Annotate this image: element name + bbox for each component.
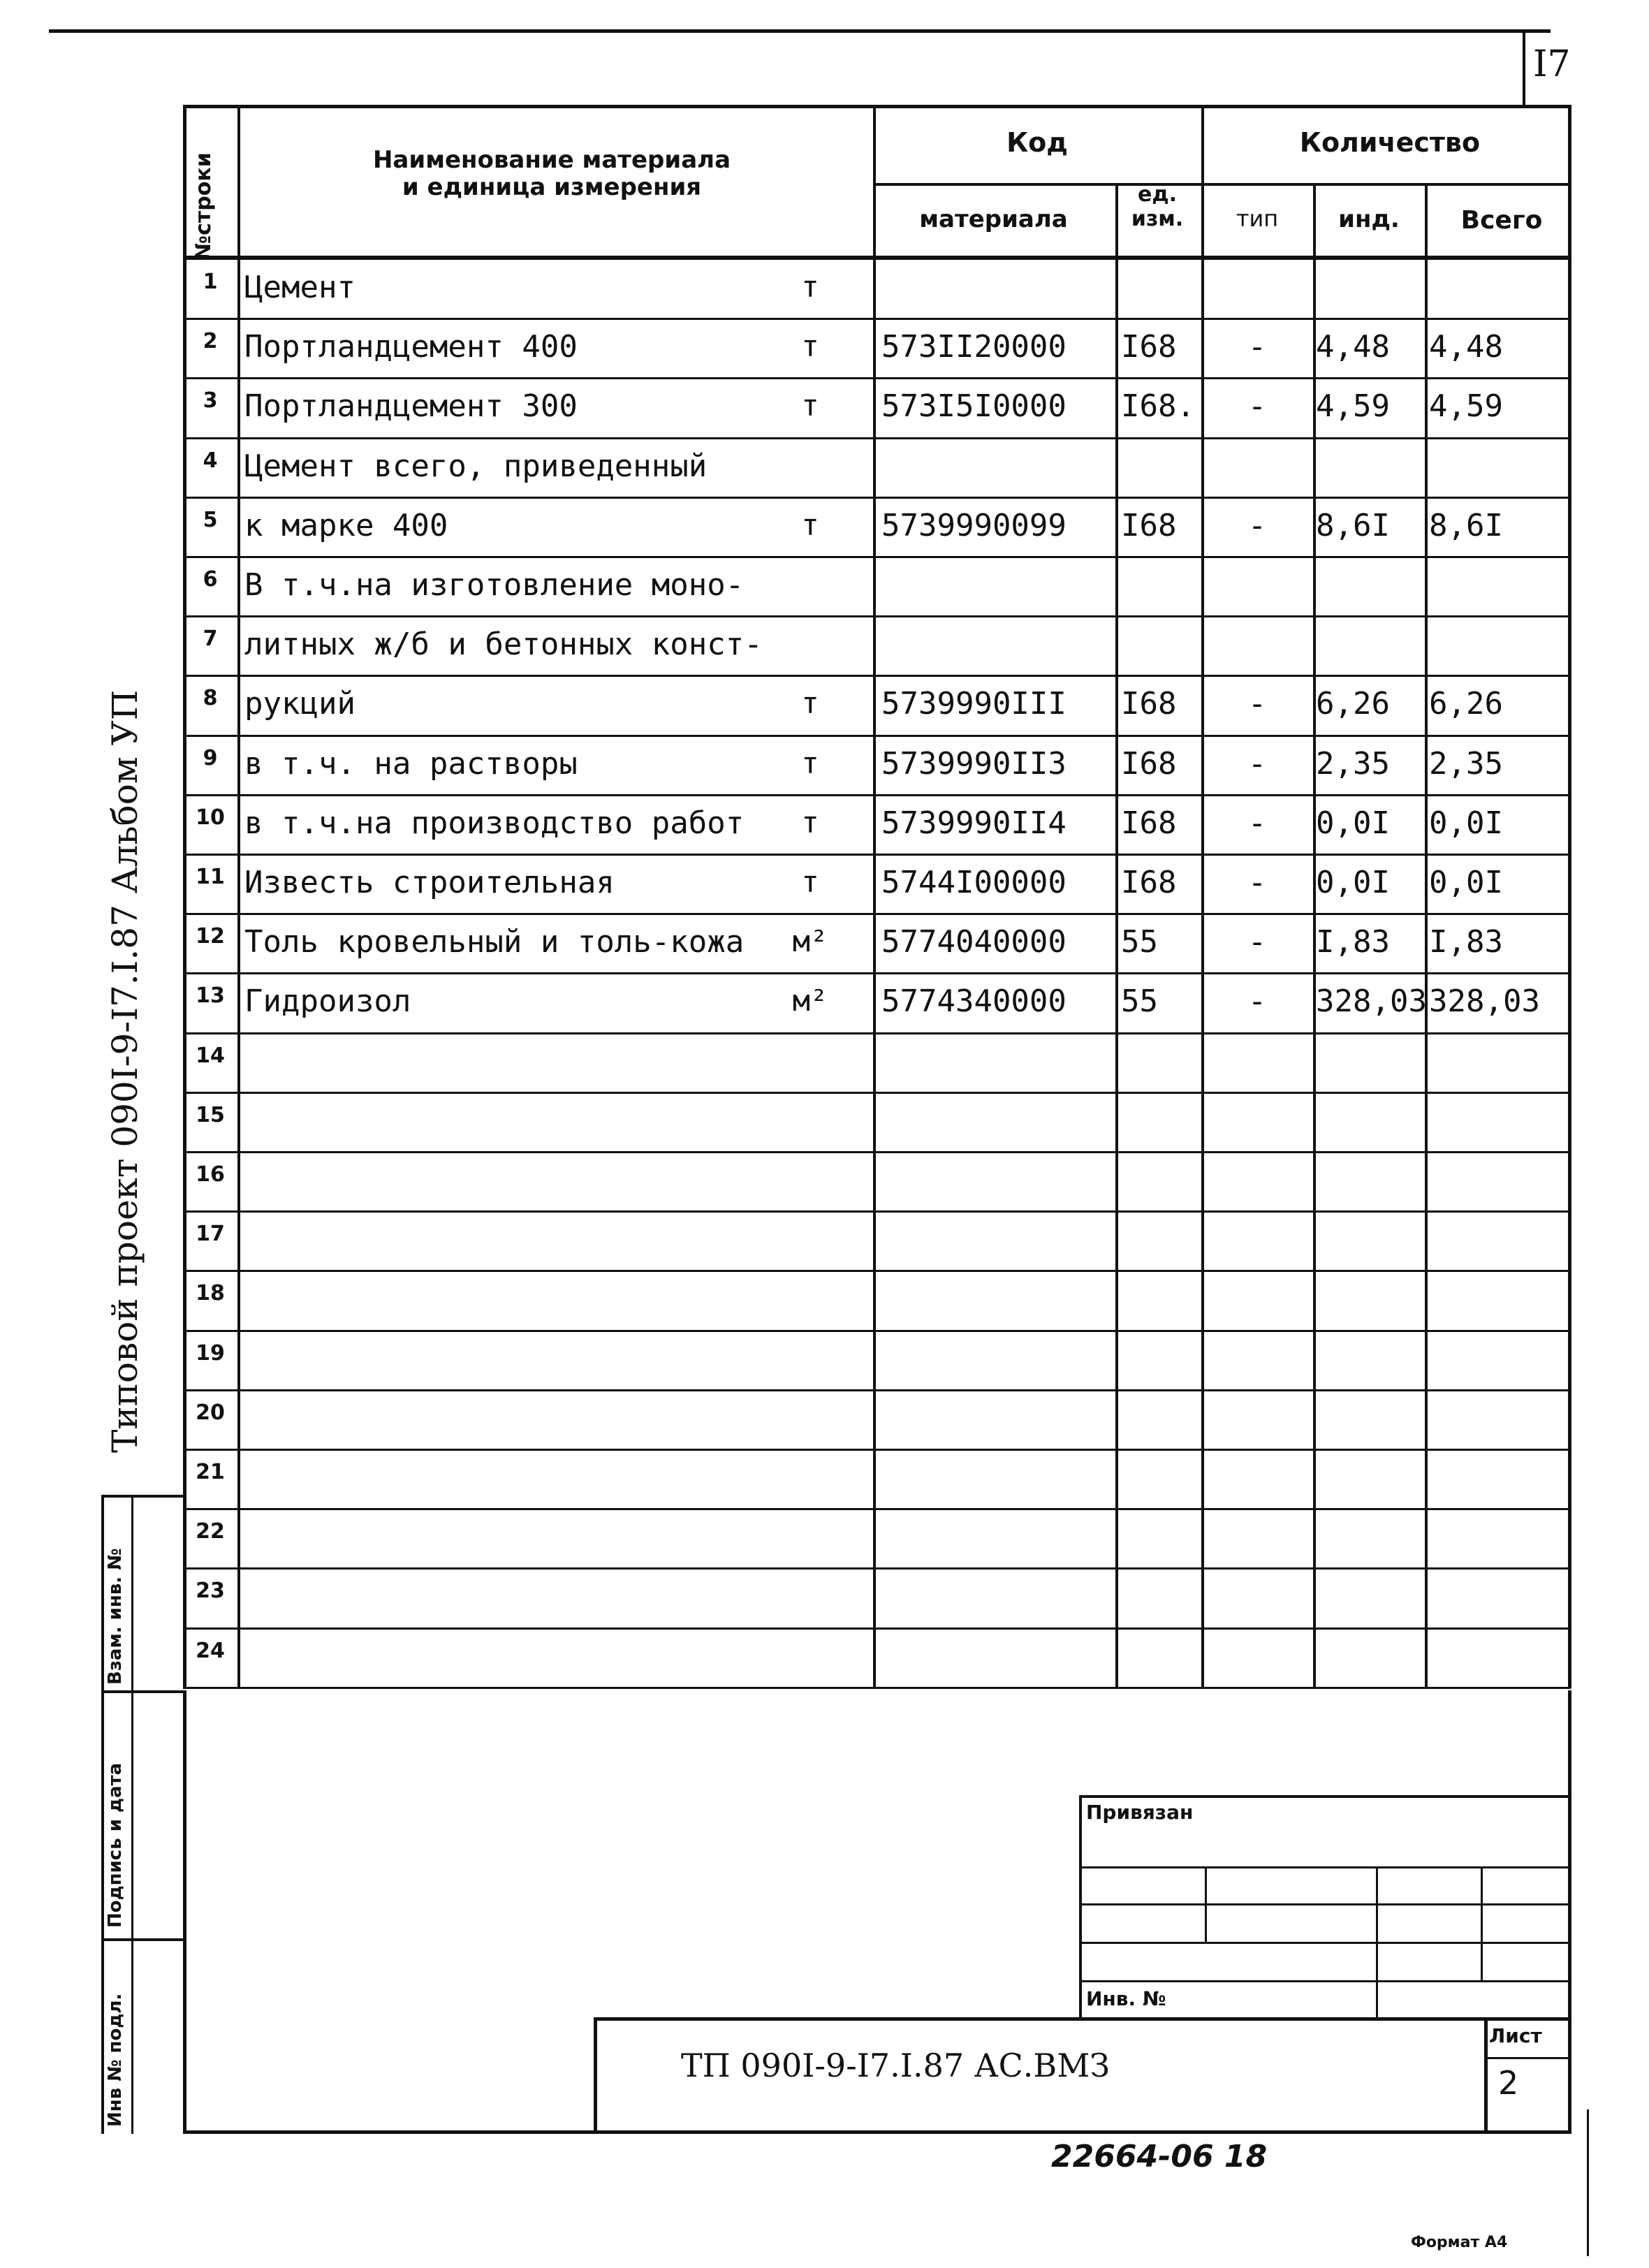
row-number: 2: [203, 329, 218, 354]
list-divider: [1484, 2057, 1571, 2059]
material-code: 573I5I0000: [881, 388, 1067, 425]
material-name: Известь строительная: [244, 865, 615, 900]
qty-ind: 6,26: [1316, 686, 1390, 722]
header-bottom-border: [183, 256, 1571, 260]
row-number: 5: [203, 507, 218, 532]
header-quantity: Количество: [1299, 127, 1481, 158]
material-name: в т.ч.на производство работ: [244, 805, 745, 841]
stamp-inner-line: [131, 1495, 133, 2134]
material-code: 5739990III: [881, 686, 1067, 722]
row-line-17: [183, 1270, 1571, 1272]
header-row-no: [183, 108, 233, 265]
row-number: 4: [203, 448, 218, 473]
stamp-podpis: Подпись и дата: [105, 1762, 126, 1928]
qty-total: 4,48: [1429, 329, 1503, 365]
material-name: к марке 400: [244, 507, 448, 543]
qty-typ: -: [1247, 983, 1267, 1020]
qty-ind: 2,35: [1316, 745, 1390, 782]
row-number: 15: [196, 1102, 225, 1127]
unit-code: I68: [1121, 507, 1177, 543]
material-name: Гидроизол: [244, 983, 411, 1020]
material-name: Цемент всего, приведенный: [244, 448, 708, 484]
qty-total: 328,03: [1429, 983, 1540, 1020]
inv-no-label: Инв. №: [1086, 1987, 1166, 2010]
privyazan-top: [1079, 1795, 1568, 1798]
privyazan-col-3: [1481, 1866, 1483, 1982]
row-line-14: [183, 1092, 1571, 1094]
material-name: Цемент: [244, 270, 356, 305]
row-number: 20: [196, 1400, 225, 1425]
material-code: 5744I00000: [881, 865, 1067, 900]
privyazan-line-1: [1079, 1866, 1568, 1868]
stamp-left-edge: [101, 1495, 104, 2134]
row-line-4: [183, 497, 1571, 499]
row-line-6: [183, 615, 1571, 617]
privyazan-line-2: [1079, 1903, 1568, 1905]
lower-frame-bottom: [183, 2130, 1571, 2134]
row-number: 11: [196, 865, 225, 889]
material-name: в т.ч. на растворы: [244, 745, 578, 782]
row-line-11: [183, 913, 1571, 915]
material-name: рукций: [244, 686, 356, 722]
material-code: 573II20000: [881, 329, 1067, 365]
row-line-22: [183, 1567, 1571, 1570]
qty-total: I,83: [1429, 924, 1503, 960]
row-line-13: [183, 1032, 1571, 1034]
col-line-3: [1115, 183, 1118, 1688]
material-unit: т: [801, 270, 819, 304]
header-code-material: материала: [919, 205, 1068, 233]
qty-ind: 4,48: [1316, 329, 1390, 365]
stamp-inv: Инв № подл.: [105, 1993, 126, 2127]
header-code: Код: [1006, 127, 1068, 158]
unit-code: 55: [1121, 924, 1158, 960]
row-line-15: [183, 1151, 1571, 1153]
header-qty-typ: тип: [1236, 205, 1279, 232]
top-border: [49, 29, 1551, 33]
row-line-10: [183, 854, 1571, 856]
qty-typ: -: [1247, 507, 1267, 543]
col-line-6: [1425, 183, 1428, 1688]
row-line-7: [183, 675, 1571, 677]
header-code-unit: ед. изм.: [1131, 182, 1184, 231]
qty-total: 4,59: [1429, 388, 1503, 425]
row-number: 21: [196, 1460, 225, 1484]
row-line-8: [183, 735, 1571, 737]
doc-code: ТП 090I-9-I7.I.87 АС.ВМЗ: [681, 2047, 1110, 2084]
lower-frame-right: [1568, 1690, 1571, 2134]
lower-frame-left: [183, 1690, 186, 2134]
stamp-divider-2: [101, 1938, 185, 1941]
qty-typ: -: [1247, 686, 1267, 722]
qty-typ: -: [1247, 924, 1267, 960]
page-number: I7: [1533, 43, 1571, 85]
row-number: 12: [196, 924, 225, 949]
material-unit: т: [801, 745, 819, 780]
material-name: В т.ч.на изготовление моно-: [244, 567, 745, 603]
qty-typ: -: [1247, 865, 1267, 900]
stamp-vzam: Взам. инв. №: [105, 1548, 126, 1685]
privyazan-line-3: [1079, 1942, 1568, 1944]
material-unit: т: [801, 329, 819, 364]
row-number: 10: [196, 805, 225, 830]
header-row-no-label: №строки: [191, 152, 216, 261]
format-label: Формат А4: [1411, 2234, 1508, 2251]
row-line-23: [183, 1627, 1571, 1630]
material-code: 5739990II3: [881, 745, 1067, 782]
qty-total: 2,35: [1429, 745, 1503, 782]
doc-block-left: [594, 2017, 597, 2134]
material-code: 5774340000: [881, 983, 1067, 1020]
row-line-16: [183, 1210, 1571, 1213]
row-line-3: [183, 437, 1571, 439]
qty-typ: -: [1247, 745, 1267, 782]
right-trim-mark: [1587, 2109, 1589, 2256]
material-unit: т: [801, 865, 819, 899]
row-line-18: [183, 1330, 1571, 1332]
row-number: 14: [196, 1043, 225, 1068]
row-number: 13: [196, 983, 225, 1009]
material-unit: м²: [792, 983, 828, 1018]
row-number: 24: [196, 1638, 225, 1663]
material-unit: т: [801, 388, 819, 423]
row-number: 17: [196, 1222, 225, 1247]
row-line-19: [183, 1389, 1571, 1391]
header-split-line: [873, 183, 1568, 186]
row-line-1: [183, 318, 1571, 320]
doc-block-divider: [1484, 2017, 1488, 2134]
doc-block-top: [594, 2017, 1571, 2021]
list-label: Лист: [1489, 2024, 1542, 2047]
qty-ind: 0,0I: [1316, 805, 1390, 841]
unit-code: I68: [1121, 865, 1177, 900]
header-qty-ind: инд.: [1338, 205, 1400, 233]
row-number: 3: [203, 388, 218, 414]
qty-ind: 328,03: [1316, 983, 1427, 1020]
stamp-top: [101, 1495, 185, 1498]
privyazan-left: [1079, 1795, 1082, 2019]
material-code: 5739990II4: [881, 805, 1067, 841]
row-line-12: [183, 972, 1571, 974]
row-line-5: [183, 556, 1571, 558]
material-name: Портландцемент 300: [244, 388, 578, 425]
stamp-divider-1: [101, 1690, 185, 1693]
qty-total: 0,0I: [1429, 805, 1503, 841]
qty-ind: 8,6I: [1316, 507, 1390, 543]
row-number: 18: [196, 1281, 225, 1306]
qty-typ: -: [1247, 388, 1267, 425]
material-unit: т: [801, 805, 819, 840]
row-number: 19: [196, 1340, 225, 1366]
material-name: Портландцемент 400: [244, 329, 578, 365]
row-number: 22: [196, 1519, 225, 1544]
row-number: 1: [203, 270, 218, 294]
material-unit: т: [801, 507, 819, 542]
privyazan-line-4: [1079, 1980, 1568, 1982]
unit-code: I68: [1121, 686, 1177, 722]
material-unit: м²: [792, 924, 828, 959]
qty-total: 8,6I: [1429, 507, 1503, 543]
row-line-24: [183, 1687, 1571, 1689]
qty-total: 6,26: [1429, 686, 1503, 722]
qty-ind: 0,0I: [1316, 865, 1390, 900]
qty-typ: -: [1247, 329, 1267, 365]
row-number: 9: [203, 745, 218, 770]
header-qty-total: Всего: [1460, 206, 1543, 235]
material-name: Толь кровельный и толь-кожа: [244, 924, 745, 960]
list-value: 2: [1498, 2064, 1519, 2102]
privyazan-col-1: [1205, 1866, 1207, 1943]
material-code: 5774040000: [881, 924, 1067, 960]
material-code: 5739990099: [881, 507, 1067, 543]
unit-code: I68: [1121, 745, 1177, 782]
page-number-divider: [1523, 29, 1525, 106]
material-name: литных ж/б и бетонных конст-: [244, 627, 763, 663]
unit-code: I68: [1121, 805, 1177, 841]
row-number: 16: [196, 1162, 225, 1187]
qty-ind: 4,59: [1316, 388, 1390, 425]
unit-code: 55: [1121, 983, 1158, 1020]
privyazan-label: Привязан: [1086, 1801, 1194, 1824]
qty-total: 0,0I: [1429, 865, 1503, 900]
row-line-21: [183, 1508, 1571, 1510]
header-name: Наименование материала и единица измерения: [372, 146, 731, 202]
privyazan-col-2: [1376, 1866, 1378, 2019]
order-number: 22664-06 18: [1051, 2139, 1268, 2174]
qty-typ: -: [1247, 805, 1267, 841]
material-unit: т: [801, 686, 819, 721]
row-number: 23: [196, 1579, 225, 1604]
row-line-20: [183, 1449, 1571, 1451]
row-number: 6: [203, 567, 218, 592]
row-number: 7: [203, 627, 218, 652]
side-title: Типовой проект 090I-9-I7.I.87 Альбом УП: [105, 689, 145, 1453]
table-top-border: [183, 105, 1571, 108]
row-line-9: [183, 794, 1571, 796]
unit-code: I68: [1121, 329, 1177, 365]
unit-code: I68.: [1121, 388, 1195, 425]
qty-ind: I,83: [1316, 924, 1390, 960]
row-number: 8: [203, 686, 218, 711]
row-line-2: [183, 377, 1571, 379]
